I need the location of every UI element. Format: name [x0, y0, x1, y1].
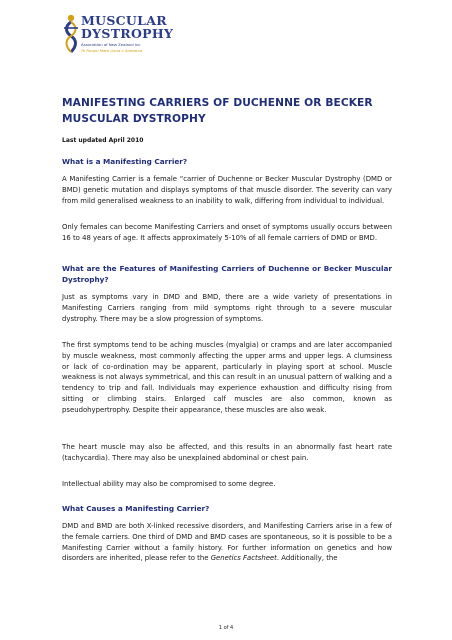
logo-tagline: Te Roopu Mate Uaua o Aotearoa — [81, 48, 143, 53]
paragraph: Only females can become Manifesting Carriers and onset of symptoms usually occurs between 16 to 48 years of age. It affects approximately 5-10% of all female carriers of DMD or BMD. — [62, 223, 392, 242]
logo-wordmark-line1: MUSCULAR — [81, 13, 167, 28]
factsheet-reference: Genetics Factsheet — [210, 554, 277, 563]
paragraph: DMD and BMD are both X-linked recessive disorders, and Manifesting Carriers arise in a few of the female carriers. One third of DMD and BMD cases are spontaneous, so it is possible to be a Manifesting Carrier without a family history. For further information on genetics and how disorders are inherited, please refer to the Genetics Factsheet. Additionally, the — [62, 522, 392, 563]
paragraph: Just as symptoms vary in DMD and BMD, there are a wide variety of presentations in Manifesting Carriers ranging from mild symptoms right through to a severe muscular dystrophy. There may be a slow progression of symptoms. — [62, 293, 392, 323]
paragraph: A Manifesting Carrier is a female “carrier of Duchenne or Becker Muscular Dystrophy (DMD or BMD) genetic mutation and displays symptoms of that muscle disorder. The severity can vary from mild generalised weakness to an inability to walk, differing from individual to individual. — [62, 175, 392, 205]
page-number: 1 of 4 — [218, 625, 234, 631]
paragraph: Intellectual ability may also be compromised to some degree. — [62, 480, 276, 488]
logo-subtitle: Association of New Zealand Inc — [81, 42, 141, 47]
ribbon-figure-icon — [62, 14, 80, 56]
section-heading-features: What are the Features of Manifesting Carriers of Duchenne or Becker Muscular Dystrophy? — [62, 264, 392, 284]
paragraph: The heart muscle may also be affected, and this results in an abnormally fast heart rate (tachycardia). There may also be unexplained abdominal or chest pain. — [62, 443, 392, 462]
section-heading-causes: What Causes a Manifesting Carrier? — [62, 504, 210, 513]
last-updated: Last updated April 2010 — [62, 137, 144, 144]
document-title: MANIFESTING CARRIERS OF DUCHENNE OR BECKER MUSCULAR DYSTROPHY — [62, 97, 373, 125]
logo — [62, 12, 202, 62]
logo-wordmark-line2: DYSTROPHY — [81, 26, 174, 41]
paragraph: The first symptoms tend to be aching muscles (myalgia) or cramps and are later accompanied by muscle weakness, most commonly affecting the upper arms and upper legs. A clumsiness or lack of co-ordination may be apparent, particularly in playing sport at school. Muscle weakness is not always symmetrical, and this can result in an unusual pattern of walking and a tendency to trip and fall. Individuals may experience exhaustion and difficulty rising from sitting or climbing stairs. Enlarged calf muscles are also common, known as pseudohypertrophy. Despite their appearance, these muscles are also weak. — [62, 341, 392, 414]
section-heading-what-is: What is a Manifesting Carrier? — [62, 157, 188, 166]
